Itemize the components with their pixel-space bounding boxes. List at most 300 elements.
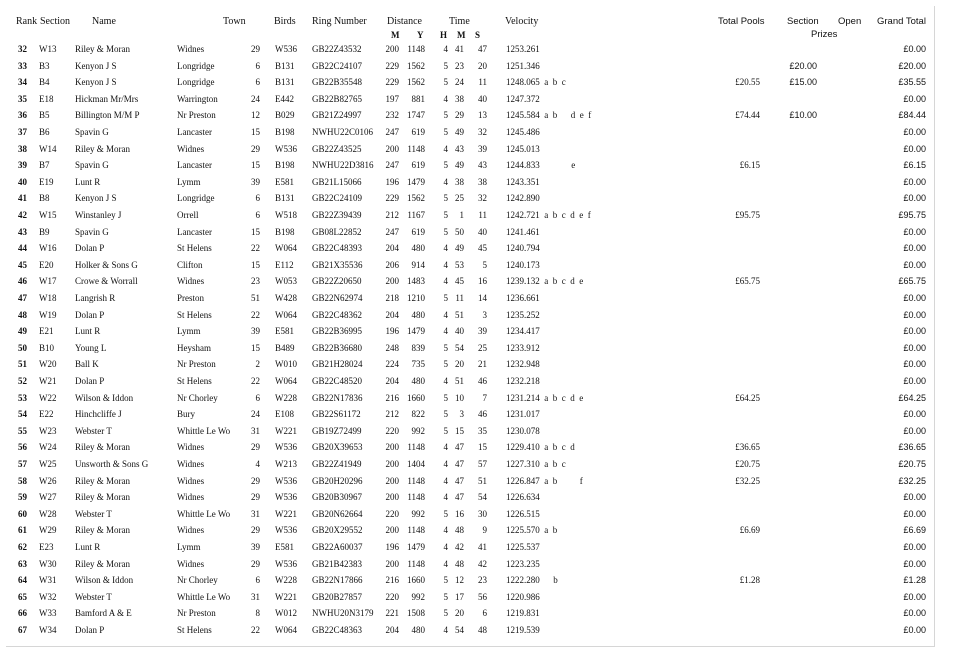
ring-number-cell: GB22Z39439 bbox=[312, 210, 362, 220]
town-count-cell: 8 bbox=[255, 608, 260, 619]
time-minutes-cell: 53 bbox=[455, 259, 464, 270]
total-pools-cell: £74.44 bbox=[735, 110, 760, 121]
town-count-cell: 6 bbox=[255, 60, 260, 71]
section-cell: E21 bbox=[39, 326, 54, 337]
section-cell: B8 bbox=[39, 193, 50, 204]
distance-miles-cell: 200 bbox=[385, 459, 399, 469]
town-count-cell: 31 bbox=[251, 591, 260, 602]
time-minutes-cell: 25 bbox=[455, 193, 464, 204]
town-cell: Widnes bbox=[177, 475, 205, 486]
time-minutes-cell: 23 bbox=[455, 60, 464, 71]
time-seconds-cell: 57 bbox=[478, 459, 487, 469]
ring-number-cell: GB22C48363 bbox=[312, 625, 363, 635]
ring-number-cell: GB22B36680 bbox=[312, 342, 363, 353]
total-pools-cell: £6.69 bbox=[739, 525, 760, 536]
table-row bbox=[0, 157, 960, 174]
name-cell: Dolan P bbox=[75, 243, 105, 254]
time-hours-cell: 5 bbox=[443, 409, 448, 420]
time-minutes-cell: 16 bbox=[455, 508, 464, 519]
name-cell: Riley & Moran bbox=[75, 44, 130, 54]
time-seconds-cell: 14 bbox=[478, 293, 487, 303]
time-minutes-cell: 49 bbox=[455, 127, 464, 137]
rank-cell: 61 bbox=[18, 525, 27, 536]
town-count-cell: 29 bbox=[251, 475, 260, 486]
ring-number-cell: GB22B35548 bbox=[312, 77, 363, 88]
time-minutes-cell: 47 bbox=[455, 442, 464, 453]
town-count-cell: 29 bbox=[251, 525, 260, 536]
birds-cell: W536 bbox=[275, 44, 297, 54]
name-cell: Wilson & Iddon bbox=[75, 392, 134, 403]
time-minutes-cell: 47 bbox=[455, 459, 464, 469]
section-cell: W30 bbox=[39, 558, 57, 569]
distance-yards-cell: 992 bbox=[411, 591, 425, 602]
table-row bbox=[0, 373, 960, 390]
section-cell: E18 bbox=[39, 93, 54, 104]
time-seconds-cell: 48 bbox=[478, 625, 487, 635]
distance-miles-cell: 200 bbox=[385, 276, 399, 287]
time-hours-cell: 4 bbox=[443, 326, 448, 337]
distance-miles-cell: 224 bbox=[385, 359, 399, 370]
time-seconds-cell: 6 bbox=[482, 608, 487, 619]
name-cell: Hickman Mr/Mrs bbox=[75, 93, 139, 104]
table-row bbox=[0, 124, 960, 141]
header-distance-yards: Y bbox=[417, 30, 424, 40]
distance-yards-cell: 480 bbox=[411, 376, 425, 386]
time-hours-cell: 5 bbox=[443, 359, 448, 370]
velocity-cell: 1236.661 bbox=[506, 293, 540, 303]
town-cell: Nr Chorley bbox=[177, 575, 218, 586]
distance-yards-cell: 1167 bbox=[407, 210, 425, 220]
time-seconds-cell: 40 bbox=[478, 226, 487, 237]
section-cell: W22 bbox=[39, 392, 57, 403]
velocity-cell: 1227.310 a b c bbox=[506, 459, 566, 469]
section-cell: W16 bbox=[39, 243, 57, 254]
time-seconds-cell: 45 bbox=[478, 243, 487, 254]
ring-number-cell: GB22N62974 bbox=[312, 293, 363, 303]
section-cell: B3 bbox=[39, 60, 50, 71]
name-cell: Young L bbox=[75, 342, 107, 353]
time-hours-cell: 5 bbox=[443, 77, 448, 88]
section-cell: W13 bbox=[39, 44, 57, 54]
town-count-cell: 15 bbox=[251, 160, 260, 171]
velocity-cell: 1220.986 bbox=[506, 591, 540, 602]
rank-cell: 37 bbox=[18, 127, 27, 137]
name-cell: Webster T bbox=[75, 425, 112, 436]
rank-cell: 45 bbox=[18, 259, 27, 270]
town-count-cell: 24 bbox=[251, 409, 260, 420]
distance-yards-cell: 1660 bbox=[407, 392, 425, 403]
distance-yards-cell: 992 bbox=[411, 425, 425, 436]
ring-number-cell: GB22N17836 bbox=[312, 392, 363, 403]
time-hours-cell: 4 bbox=[443, 542, 448, 552]
time-minutes-cell: 11 bbox=[455, 293, 464, 303]
grand-total-cell: £0.00 bbox=[903, 492, 926, 503]
name-cell: Riley & Moran bbox=[75, 143, 130, 154]
time-hours-cell: 5 bbox=[443, 60, 448, 71]
section-cell: W32 bbox=[39, 591, 57, 602]
birds-cell: W064 bbox=[275, 625, 297, 635]
time-minutes-cell: 3 bbox=[459, 409, 464, 420]
total-pools-cell: £20.75 bbox=[735, 459, 760, 469]
time-minutes-cell: 17 bbox=[455, 591, 464, 602]
ring-number-cell: GB20X29552 bbox=[312, 525, 363, 536]
time-minutes-cell: 20 bbox=[455, 359, 464, 370]
header-time-minutes: M bbox=[457, 30, 466, 40]
rank-cell: 58 bbox=[18, 475, 27, 486]
time-minutes-cell: 54 bbox=[455, 342, 464, 353]
distance-miles-cell: 247 bbox=[385, 226, 399, 237]
name-cell: Lunt R bbox=[75, 176, 101, 187]
town-cell: St Helens bbox=[177, 243, 212, 254]
distance-yards-cell: 1508 bbox=[407, 608, 425, 619]
town-cell: Widnes bbox=[177, 143, 205, 154]
distance-miles-cell: 220 bbox=[385, 508, 399, 519]
birds-cell: W536 bbox=[275, 558, 297, 569]
town-cell: Nr Preston bbox=[177, 110, 216, 121]
rank-cell: 43 bbox=[18, 226, 27, 237]
total-pools-cell: £65.75 bbox=[735, 276, 760, 287]
ring-number-cell: GB22A60037 bbox=[312, 542, 363, 552]
total-pools-cell: £20.55 bbox=[735, 77, 760, 88]
rank-cell: 48 bbox=[18, 309, 27, 320]
header-time-hours: H bbox=[440, 30, 448, 40]
section-cell: W21 bbox=[39, 376, 57, 386]
town-cell: Bury bbox=[177, 409, 195, 420]
rank-cell: 33 bbox=[18, 60, 27, 71]
rank-cell: 38 bbox=[18, 143, 27, 154]
town-cell: Longridge bbox=[177, 77, 215, 88]
grand-total-cell: £0.00 bbox=[903, 608, 926, 619]
velocity-cell: 1230.078 bbox=[506, 425, 540, 436]
table-row bbox=[0, 539, 960, 556]
time-hours-cell: 5 bbox=[443, 226, 448, 237]
table-row bbox=[0, 74, 960, 91]
town-cell: Lancaster bbox=[177, 160, 212, 171]
time-seconds-cell: 41 bbox=[478, 542, 487, 552]
section-cell: W19 bbox=[39, 309, 57, 320]
time-minutes-cell: 1 bbox=[459, 210, 464, 220]
time-minutes-cell: 47 bbox=[455, 492, 464, 503]
time-seconds-cell: 13 bbox=[478, 110, 487, 121]
table-row bbox=[0, 340, 960, 357]
time-hours-cell: 5 bbox=[443, 608, 448, 619]
town-count-cell: 12 bbox=[251, 110, 260, 121]
velocity-cell: 1247.372 bbox=[506, 93, 540, 104]
velocity-cell: 1245.013 bbox=[506, 143, 540, 154]
birds-cell: W536 bbox=[275, 492, 297, 503]
town-count-cell: 15 bbox=[251, 259, 260, 270]
town-count-cell: 39 bbox=[251, 326, 260, 337]
grand-total-cell: £0.00 bbox=[903, 409, 926, 420]
distance-miles-cell: 247 bbox=[385, 160, 399, 171]
time-minutes-cell: 51 bbox=[455, 376, 464, 386]
time-minutes-cell: 10 bbox=[455, 392, 464, 403]
section-cell: B7 bbox=[39, 160, 50, 171]
ring-number-cell: NWHU20N3179 bbox=[312, 608, 374, 619]
time-seconds-cell: 30 bbox=[478, 508, 487, 519]
time-minutes-cell: 49 bbox=[455, 243, 464, 254]
time-seconds-cell: 16 bbox=[478, 276, 487, 287]
time-minutes-cell: 49 bbox=[455, 160, 464, 171]
ring-number-cell: GB22C48393 bbox=[312, 243, 363, 254]
rank-cell: 62 bbox=[18, 542, 27, 552]
distance-miles-cell: 229 bbox=[385, 77, 399, 88]
time-minutes-cell: 38 bbox=[455, 93, 464, 104]
time-seconds-cell: 43 bbox=[478, 160, 487, 171]
ring-number-cell: GB22C48520 bbox=[312, 376, 363, 386]
time-hours-cell: 4 bbox=[443, 143, 448, 154]
name-cell: Spavin G bbox=[75, 160, 109, 171]
distance-yards-cell: 839 bbox=[411, 342, 425, 353]
header-grand-total: Grand Total bbox=[877, 16, 926, 27]
velocity-cell: 1245.486 bbox=[506, 127, 540, 137]
distance-yards-cell: 619 bbox=[411, 226, 425, 237]
section-cell: W31 bbox=[39, 575, 57, 586]
birds-cell: E442 bbox=[275, 93, 294, 104]
time-seconds-cell: 46 bbox=[478, 409, 487, 420]
grand-total-cell: £1.28 bbox=[903, 575, 926, 586]
table-row bbox=[0, 589, 960, 606]
distance-yards-cell: 619 bbox=[411, 160, 425, 171]
birds-cell: W064 bbox=[275, 243, 297, 254]
time-hours-cell: 4 bbox=[443, 625, 448, 635]
grand-total-cell: £84.44 bbox=[898, 110, 926, 121]
town-cell: Orrell bbox=[177, 210, 199, 220]
section-cell: W15 bbox=[39, 210, 57, 220]
rank-cell: 60 bbox=[18, 508, 27, 519]
birds-cell: W228 bbox=[275, 392, 297, 403]
table-row bbox=[0, 240, 960, 257]
table-row bbox=[0, 41, 960, 58]
distance-miles-cell: 212 bbox=[385, 210, 399, 220]
town-cell: Longridge bbox=[177, 60, 215, 71]
velocity-cell: 1239.132 a b c d e bbox=[506, 276, 584, 287]
time-seconds-cell: 54 bbox=[478, 492, 487, 503]
header-section-prizes: Section bbox=[787, 16, 819, 27]
time-seconds-cell: 56 bbox=[478, 591, 487, 602]
time-seconds-cell: 11 bbox=[478, 77, 487, 88]
header-name: Name bbox=[92, 16, 116, 27]
table-row bbox=[0, 473, 960, 490]
town-cell: Widnes bbox=[177, 44, 205, 54]
time-hours-cell: 4 bbox=[443, 475, 448, 486]
section-cell: W28 bbox=[39, 508, 57, 519]
velocity-cell: 1225.537 bbox=[506, 542, 540, 552]
time-hours-cell: 5 bbox=[443, 508, 448, 519]
header-section: Section bbox=[40, 16, 70, 27]
rank-cell: 35 bbox=[18, 93, 27, 104]
time-seconds-cell: 20 bbox=[478, 60, 487, 71]
town-cell: Whittle Le Wo bbox=[177, 591, 231, 602]
velocity-cell: 1241.461 bbox=[506, 226, 540, 237]
ring-number-cell: GB20X39653 bbox=[312, 442, 363, 453]
header-birds: Birds bbox=[274, 16, 296, 27]
time-hours-cell: 4 bbox=[443, 459, 448, 469]
town-count-cell: 6 bbox=[255, 392, 260, 403]
header-velocity: Velocity bbox=[505, 16, 539, 27]
distance-yards-cell: 480 bbox=[411, 625, 425, 635]
town-count-cell: 29 bbox=[251, 492, 260, 503]
birds-cell: W518 bbox=[275, 210, 297, 220]
name-cell: Dolan P bbox=[75, 625, 105, 635]
time-hours-cell: 5 bbox=[443, 127, 448, 137]
distance-yards-cell: 480 bbox=[411, 243, 425, 254]
grand-total-cell: £65.75 bbox=[898, 276, 926, 287]
table-row bbox=[0, 622, 960, 639]
ring-number-cell: GB20H20296 bbox=[312, 475, 363, 486]
table-row bbox=[0, 257, 960, 274]
total-pools-cell: £95.75 bbox=[735, 210, 760, 220]
section-cell: B10 bbox=[39, 342, 55, 353]
section-cell: W27 bbox=[39, 492, 57, 503]
birds-cell: W221 bbox=[275, 508, 297, 519]
table-row bbox=[0, 91, 960, 108]
town-cell: Lymm bbox=[177, 542, 201, 552]
distance-yards-cell: 1210 bbox=[407, 293, 425, 303]
town-cell: Warrington bbox=[177, 93, 218, 104]
velocity-cell: 1229.410 a b c d bbox=[506, 442, 575, 453]
distance-miles-cell: 200 bbox=[385, 558, 399, 569]
velocity-cell: 1251.346 bbox=[506, 60, 540, 71]
birds-cell: E581 bbox=[275, 542, 294, 552]
total-pools-cell: £1.28 bbox=[739, 575, 760, 586]
town-cell: Longridge bbox=[177, 193, 215, 204]
time-seconds-cell: 5 bbox=[482, 259, 487, 270]
distance-yards-cell: 1148 bbox=[407, 525, 425, 536]
time-minutes-cell: 40 bbox=[455, 326, 464, 337]
town-count-cell: 39 bbox=[251, 542, 260, 552]
time-seconds-cell: 39 bbox=[478, 143, 487, 154]
birds-cell: W221 bbox=[275, 591, 297, 602]
grand-total-cell: £0.00 bbox=[903, 193, 926, 204]
birds-cell: W064 bbox=[275, 376, 297, 386]
velocity-cell: 1231.017 bbox=[506, 409, 540, 420]
birds-cell: W221 bbox=[275, 425, 297, 436]
distance-miles-cell: 221 bbox=[385, 608, 399, 619]
time-hours-cell: 4 bbox=[443, 492, 448, 503]
section-cell: W20 bbox=[39, 359, 57, 370]
town-count-cell: 6 bbox=[255, 575, 260, 586]
name-cell: Bamford A & E bbox=[75, 608, 132, 619]
grand-total-cell: £0.00 bbox=[903, 558, 926, 569]
grand-total-cell: £0.00 bbox=[903, 309, 926, 320]
distance-yards-cell: 1148 bbox=[407, 492, 425, 503]
ring-number-cell: GB08L22852 bbox=[312, 226, 362, 237]
town-cell: Lancaster bbox=[177, 127, 212, 137]
time-minutes-cell: 51 bbox=[455, 309, 464, 320]
table-row bbox=[0, 107, 960, 124]
rank-cell: 49 bbox=[18, 326, 27, 337]
time-hours-cell: 4 bbox=[443, 525, 448, 536]
distance-yards-cell: 1148 bbox=[407, 558, 425, 569]
grand-total-cell: £0.00 bbox=[903, 342, 926, 353]
time-hours-cell: 5 bbox=[443, 193, 448, 204]
distance-miles-cell: 212 bbox=[385, 409, 399, 420]
time-seconds-cell: 15 bbox=[478, 442, 487, 453]
birds-cell: E112 bbox=[275, 259, 294, 270]
town-count-cell: 51 bbox=[251, 293, 260, 303]
section-cell: E22 bbox=[39, 409, 54, 420]
town-count-cell: 39 bbox=[251, 176, 260, 187]
time-minutes-cell: 48 bbox=[455, 525, 464, 536]
ring-number-cell: GB22C48362 bbox=[312, 309, 363, 320]
grand-total-cell: £6.69 bbox=[903, 525, 926, 536]
town-cell: Widnes bbox=[177, 525, 205, 536]
table-row bbox=[0, 307, 960, 324]
birds-cell: W213 bbox=[275, 459, 297, 469]
name-cell: Kenyon J S bbox=[75, 60, 117, 71]
header-ring-number: Ring Number bbox=[312, 16, 367, 27]
distance-yards-cell: 1148 bbox=[407, 44, 425, 54]
time-hours-cell: 5 bbox=[443, 110, 448, 121]
town-count-cell: 15 bbox=[251, 226, 260, 237]
grand-total-cell: £0.00 bbox=[903, 591, 926, 602]
ring-number-cell: GB20B30967 bbox=[312, 492, 363, 503]
grand-total-cell: £20.75 bbox=[898, 459, 926, 469]
section-cell: W25 bbox=[39, 459, 57, 469]
velocity-cell: 1242.890 bbox=[506, 193, 540, 204]
velocity-cell: 1253.261 bbox=[506, 44, 540, 54]
time-hours-cell: 5 bbox=[443, 210, 448, 220]
name-cell: Kenyon J S bbox=[75, 77, 117, 88]
birds-cell: W012 bbox=[275, 608, 297, 619]
time-seconds-cell: 21 bbox=[478, 359, 487, 370]
ring-number-cell: NWHU22C0106 bbox=[312, 127, 373, 137]
section-cell: W33 bbox=[39, 608, 57, 619]
table-row bbox=[0, 572, 960, 589]
table-row bbox=[0, 356, 960, 373]
section-cell: B4 bbox=[39, 77, 50, 88]
ring-number-cell: GB21L15066 bbox=[312, 176, 362, 187]
name-cell: Dolan P bbox=[75, 309, 105, 320]
ring-number-cell: GB21Z24997 bbox=[312, 110, 362, 121]
distance-miles-cell: 248 bbox=[385, 342, 399, 353]
table-row bbox=[0, 323, 960, 340]
ring-number-cell: GB22Z43525 bbox=[312, 143, 362, 154]
velocity-cell: 1231.214 a b c d e bbox=[506, 392, 584, 403]
name-cell: Riley & Moran bbox=[75, 525, 130, 536]
name-cell: Riley & Moran bbox=[75, 492, 130, 503]
grand-total-cell: £64.25 bbox=[898, 392, 926, 403]
birds-cell: W228 bbox=[275, 575, 297, 586]
time-hours-cell: 5 bbox=[443, 425, 448, 436]
grand-total-cell: £0.00 bbox=[903, 326, 926, 337]
time-minutes-cell: 50 bbox=[455, 226, 464, 237]
rank-cell: 36 bbox=[18, 110, 27, 121]
town-count-cell: 31 bbox=[251, 425, 260, 436]
rank-cell: 59 bbox=[18, 492, 27, 503]
town-count-cell: 4 bbox=[255, 459, 260, 469]
grand-total-cell: £36.65 bbox=[898, 442, 926, 453]
name-cell: Riley & Moran bbox=[75, 475, 130, 486]
total-pools-cell: £6.15 bbox=[739, 160, 760, 171]
grand-total-cell: £0.00 bbox=[903, 293, 926, 303]
velocity-cell: 1243.351 bbox=[506, 176, 540, 187]
table-row bbox=[0, 207, 960, 224]
distance-yards-cell: 1479 bbox=[407, 326, 425, 337]
distance-yards-cell: 1148 bbox=[407, 442, 425, 453]
header-rank: Rank bbox=[16, 16, 38, 27]
time-seconds-cell: 11 bbox=[478, 210, 487, 220]
time-minutes-cell: 42 bbox=[455, 542, 464, 552]
name-cell: Hinchcliffe J bbox=[75, 409, 122, 420]
town-count-cell: 2 bbox=[255, 359, 260, 370]
ring-number-cell: GB20N62664 bbox=[312, 508, 363, 519]
grand-total-cell: £0.00 bbox=[903, 359, 926, 370]
rank-cell: 64 bbox=[18, 575, 27, 586]
grand-total-cell: £0.00 bbox=[903, 259, 926, 270]
table-row bbox=[0, 58, 960, 75]
